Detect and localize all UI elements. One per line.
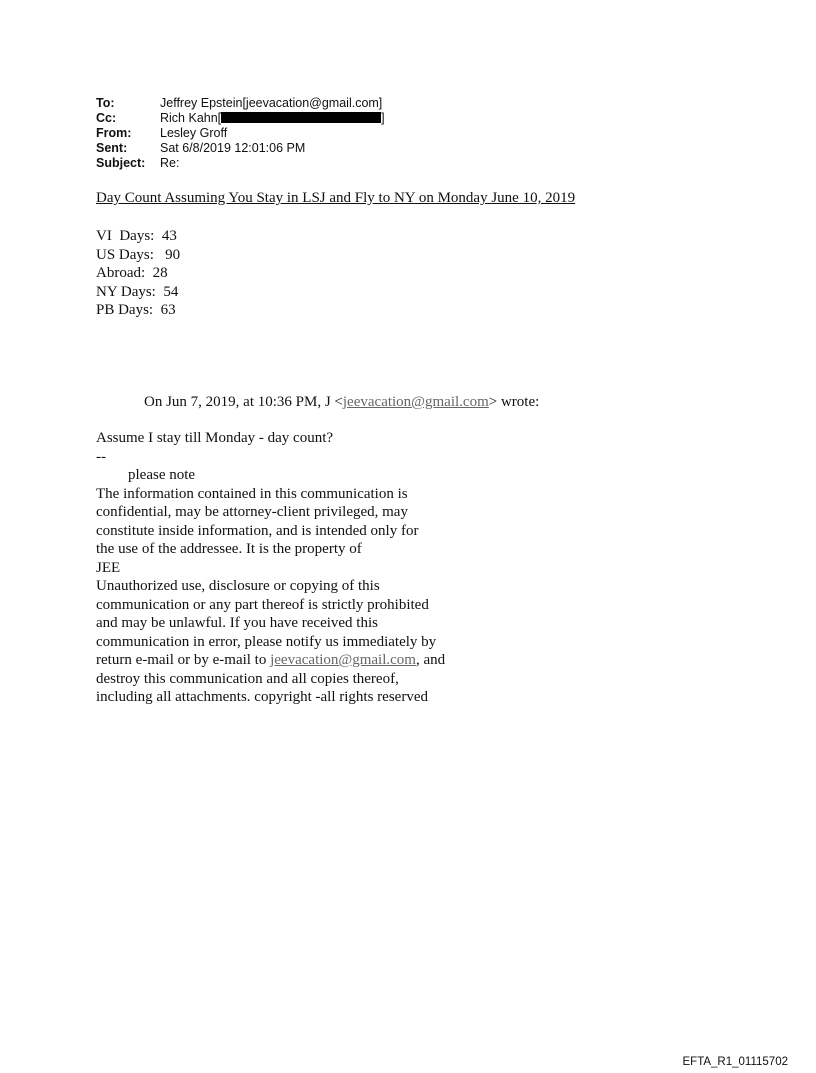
quoted-sender-email-link[interactable]: jeevacation@gmail.com — [342, 394, 489, 410]
header-subject-row — [96, 156, 385, 171]
disclaimer-line: JEE — [96, 559, 121, 576]
redaction-bar — [221, 112, 381, 123]
day-count-us: US Days: 90 — [96, 246, 181, 263]
document-id: EFTA_R1_01115702 — [682, 1056, 788, 1068]
email-header — [96, 96, 385, 171]
return-suffix: , and — [415, 652, 446, 668]
header-from-label: From: — [96, 126, 132, 140]
header-sent-row — [96, 141, 385, 156]
day-count-abroad: Abroad: 28 — [96, 265, 168, 281]
header-to-label: To: — [96, 96, 115, 110]
disclaimer-line: communication in error, please notify us immediately by — [96, 633, 437, 650]
disclaimer-line: communication or any part thereof is strictly prohibited — [96, 596, 429, 613]
header-from-value: Lesley Groff — [160, 126, 228, 140]
quoted-message — [96, 429, 445, 707]
disclaimer-line: Unauthorized use, disclosure or copying of this — [96, 578, 380, 594]
disclaimer-line: the use of the addressee. It is the property of — [96, 541, 362, 557]
disclaimer-line-return — [96, 651, 445, 670]
day-count-title: Day Count Assuming You Stay in LSJ and Fly to NY on Monday June 10, 2019 — [96, 190, 576, 206]
day-count-pb: PB Days: 63 — [96, 302, 176, 318]
signature-separator: -- — [96, 448, 106, 465]
disclaimer-line: The information contained in this communication is — [96, 485, 408, 502]
day-count-ny: NY Days: 54 — [96, 283, 179, 300]
quoted-message-text: Assume I stay till Monday - day count? — [96, 430, 334, 446]
disclaimer-line: confidential, may be attorney-client privileged, may — [96, 504, 408, 520]
header-sent-value: Sat 6/8/2019 12:01:06 PM — [160, 141, 306, 155]
header-cc-row — [96, 111, 385, 126]
header-cc-label: Cc: — [96, 111, 117, 125]
day-count-list — [96, 227, 180, 320]
disclaimer-line: and may be unlawful. If you have received this — [96, 615, 378, 631]
disclaimer-line: destroy this communication and all copies thereof, — [96, 670, 399, 687]
quoted-intro — [144, 393, 539, 412]
return-email-link[interactable]: jeevacation@gmail.com — [270, 652, 416, 668]
header-from-row — [96, 126, 385, 141]
header-subject-label: Subject: — [96, 156, 146, 170]
quoted-intro-prefix: On Jun 7, 2019, at 10:36 PM, J < — [144, 394, 343, 410]
day-count-vi: VI Days: 43 — [96, 228, 177, 244]
disclaimer-line: constitute inside information, and is intended only for — [96, 522, 419, 539]
header-cc-name: Rich Kahn[ — [160, 111, 222, 125]
please-note-label: please note — [128, 467, 196, 483]
header-sent-label: Sent: — [96, 141, 128, 155]
return-prefix: return e-mail or by e-mail to — [96, 652, 271, 668]
header-cc-value — [160, 111, 385, 126]
header-cc-close: ] — [381, 111, 385, 125]
header-to-row — [96, 96, 385, 111]
quoted-intro-suffix: > wrote: — [488, 394, 540, 410]
header-subject-value: Re: — [160, 156, 180, 170]
disclaimer-line: including all attachments. copyright -all rights reserved — [96, 689, 428, 705]
header-to-value: Jeffrey Epstein[jeevacation@gmail.com] — [160, 96, 383, 110]
